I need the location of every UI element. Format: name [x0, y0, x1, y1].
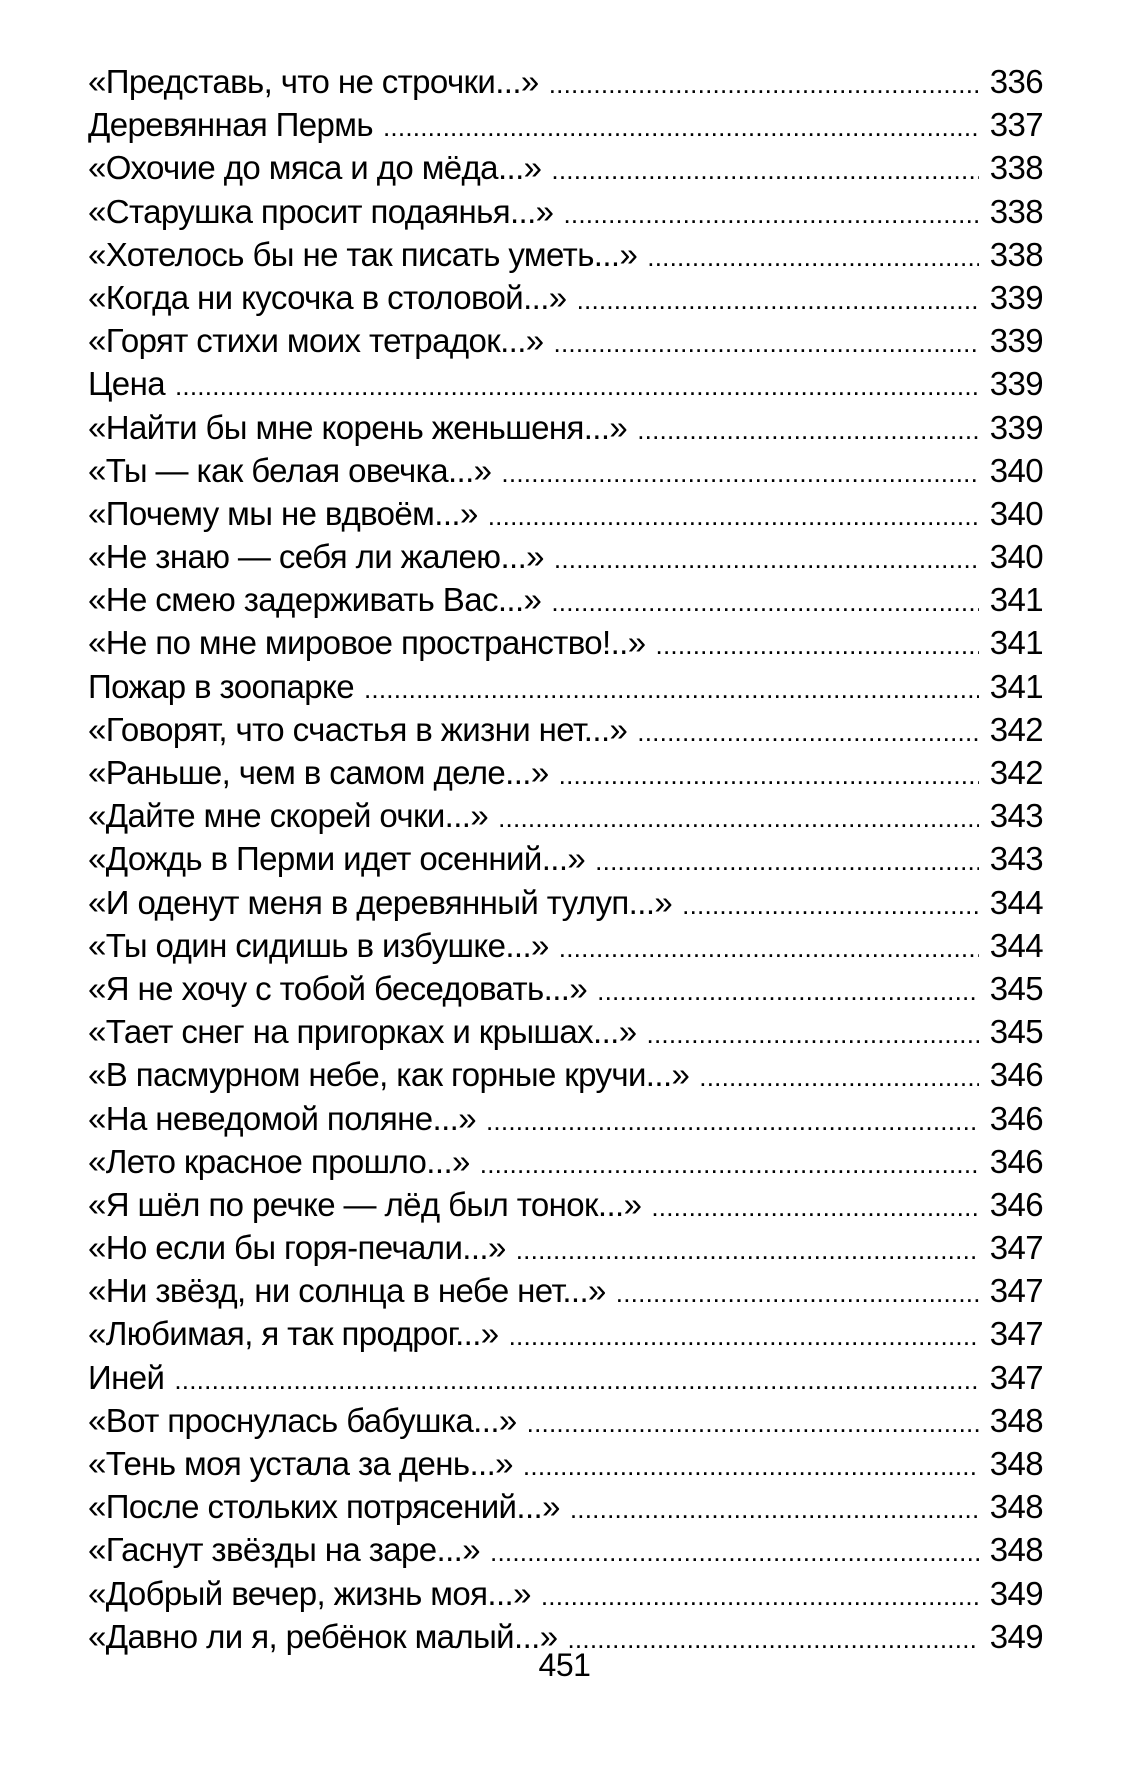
- toc-entry: [88, 319, 1043, 362]
- dot-leader: [637, 409, 979, 453]
- toc-entry-title: Деревянная Пермь: [88, 106, 373, 144]
- toc-entry: [88, 578, 1043, 621]
- toc-entry: [88, 1140, 1043, 1183]
- toc-entry-title: «Старушка просит подаянья...»: [88, 192, 554, 230]
- toc-entry-page: 338: [989, 149, 1043, 187]
- toc-entry-page: 344: [989, 883, 1043, 921]
- toc-entry-title: «Любимая, я так продрог...»: [88, 1315, 499, 1353]
- toc-entry-page: 347: [989, 1358, 1043, 1396]
- toc-entry-title: «Когда ни кусочка в столовой...»: [88, 278, 567, 316]
- toc-entry-title: «Я шёл по речке — лёд был тонок...»: [88, 1185, 642, 1223]
- toc-entry-title: Цена: [88, 365, 165, 403]
- toc-entry-title: «В пасмурном небе, как горные кручи...»: [88, 1056, 690, 1094]
- toc-entry-title: Пожар в зоопарке: [88, 667, 354, 705]
- dot-leader: [486, 1100, 979, 1144]
- dot-leader: [647, 236, 979, 280]
- toc-entry-title: «Почему мы не вдвоём...»: [88, 494, 478, 532]
- toc-entry-page: 347: [989, 1229, 1043, 1267]
- toc-entry: [88, 1572, 1043, 1615]
- toc-entry-page: 342: [989, 710, 1043, 748]
- dot-leader: [559, 754, 979, 798]
- toc-entry-title: «Не знаю — себя ли жалею...»: [88, 538, 544, 576]
- toc-entry-page: 341: [989, 667, 1043, 705]
- toc-entry: [88, 406, 1043, 449]
- toc-entry-title: «Дайте мне скорей очки...»: [88, 797, 489, 835]
- toc-entry-page: 342: [989, 754, 1043, 791]
- toc-entry: [88, 190, 1043, 233]
- toc-entry-title: «Охочие до мяса и до мёда...»: [88, 149, 542, 187]
- dot-leader: [559, 927, 979, 971]
- toc-entry-page: 340: [989, 538, 1043, 576]
- toc-entry-page: 347: [989, 1272, 1043, 1310]
- dot-leader: [595, 840, 979, 884]
- toc-entry-page: 339: [989, 408, 1043, 446]
- toc-entry: [88, 1183, 1043, 1226]
- dot-leader: [551, 581, 979, 625]
- dot-leader: [647, 1013, 979, 1057]
- toc-entry-title: «Раньше, чем в самом деле...»: [88, 754, 549, 791]
- toc-entry-page: 348: [989, 1488, 1043, 1526]
- dot-leader: [175, 365, 979, 409]
- toc-entry-title: Иней: [88, 1358, 165, 1396]
- toc-entry: [88, 1399, 1043, 1442]
- page-number: 451: [538, 1647, 591, 1683]
- toc-entry-title: «Гаснут звёзды на заре...»: [88, 1531, 480, 1569]
- toc-entry-title: «Говорят, что счастья в жизни нет...»: [88, 710, 628, 748]
- toc-entry-title: «Дождь в Перми идет осенний...»: [88, 840, 586, 878]
- toc-entry: [88, 1053, 1043, 1096]
- toc-entry-page: 347: [989, 1315, 1043, 1353]
- toc-entry: [88, 621, 1043, 664]
- toc-entry-title: «Горят стихи моих тетрадок...»: [88, 322, 544, 360]
- toc-entry-title: «Найти бы мне корень женьшеня...»: [88, 408, 628, 446]
- toc-entry-title: «Лето красное прошло...»: [88, 1142, 470, 1180]
- toc-entry: [88, 146, 1043, 189]
- dot-leader: [551, 149, 979, 193]
- dot-leader: [651, 1186, 979, 1230]
- toc-entry: [88, 751, 1043, 794]
- toc-entry-page: 340: [989, 451, 1043, 489]
- toc-entry: [88, 1226, 1043, 1269]
- toc-entry-page: 346: [989, 1185, 1043, 1223]
- toc-entry: [88, 1097, 1043, 1140]
- toc-entry-title: «Добрый вечер, жизнь моя...»: [88, 1574, 531, 1612]
- toc-entry-page: 348: [989, 1445, 1043, 1482]
- toc-entry-title: «Ты один сидишь в избушке...»: [88, 926, 549, 964]
- toc-entry: [88, 233, 1043, 276]
- toc-entry-title: «Я не хочу с тобой беседовать...»: [88, 969, 588, 1007]
- toc-entry-title: «Ни звёзд, ни солнца в небе нет...»: [88, 1272, 606, 1310]
- dot-leader: [509, 1315, 979, 1359]
- table-of-contents: [88, 60, 1043, 1658]
- toc-entry-page: 339: [989, 365, 1043, 403]
- dot-leader: [501, 452, 979, 496]
- toc-entry-title: «Представь, что не строчки...»: [88, 63, 539, 100]
- toc-entry-page: 349: [989, 1617, 1043, 1655]
- toc-entry-page: 341: [989, 624, 1043, 662]
- toc-entry-page: 339: [989, 322, 1043, 360]
- toc-entry-title: «На неведомой поляне...»: [88, 1099, 476, 1137]
- toc-entry: [88, 362, 1043, 405]
- toc-entry-page: 341: [989, 581, 1043, 619]
- toc-entry-page: 349: [989, 1574, 1043, 1612]
- dot-leader: [577, 279, 979, 323]
- toc-entry-page: 345: [989, 1013, 1043, 1051]
- toc-entry: [88, 708, 1043, 751]
- toc-entry: [88, 1442, 1043, 1485]
- toc-entry: [88, 794, 1043, 837]
- toc-entry: [88, 1528, 1043, 1571]
- toc-entry: [88, 60, 1043, 103]
- toc-entry-page: 346: [989, 1099, 1043, 1137]
- toc-entry-page: 344: [989, 926, 1043, 964]
- toc-entry-title: «Но если бы горя-печали...»: [88, 1229, 506, 1267]
- dot-leader: [490, 1531, 979, 1575]
- dot-leader: [682, 884, 979, 928]
- toc-entry: [88, 492, 1043, 535]
- toc-entry: [88, 924, 1043, 967]
- toc-entry: [88, 103, 1043, 146]
- dot-leader: [656, 624, 980, 668]
- toc-entry: [88, 449, 1043, 492]
- dot-leader: [364, 668, 979, 712]
- dot-leader: [563, 193, 979, 237]
- toc-entry-title: «Тает снег на пригорках и крышах...»: [88, 1013, 637, 1051]
- toc-entry: [88, 276, 1043, 319]
- toc-entry-page: 343: [989, 840, 1043, 878]
- toc-entry-page: 346: [989, 1056, 1043, 1094]
- toc-entry-page: 337: [989, 106, 1043, 144]
- toc-entry: [88, 1010, 1043, 1053]
- dot-leader: [597, 970, 979, 1014]
- dot-leader: [570, 1488, 979, 1532]
- toc-entry: [88, 1485, 1043, 1528]
- toc-entry: [88, 535, 1043, 578]
- dot-leader: [480, 1143, 979, 1187]
- toc-entry: [88, 837, 1043, 880]
- toc-entry: [88, 1269, 1043, 1312]
- toc-entry-page: 340: [989, 494, 1043, 532]
- dot-leader: [527, 1402, 979, 1446]
- toc-entry-page: 339: [989, 278, 1043, 316]
- toc-entry-page: 348: [989, 1401, 1043, 1439]
- toc-entry-page: 345: [989, 969, 1043, 1007]
- toc-entry-page: 338: [989, 192, 1043, 230]
- toc-entry: [88, 1312, 1043, 1355]
- dot-leader: [637, 711, 979, 755]
- dot-leader: [488, 495, 979, 539]
- toc-entry-title: «Давно ли я, ребёнок малый...»: [88, 1617, 558, 1655]
- dot-leader: [174, 1359, 979, 1403]
- toc-entry-page: 348: [989, 1531, 1043, 1569]
- toc-entry-title: «Не смею задерживать Вас...»: [88, 581, 542, 619]
- toc-entry-title: «После стольких потрясений...»: [88, 1488, 560, 1526]
- toc-entry: [88, 665, 1043, 708]
- toc-entry-title: «Не по мне мировое пространство!..»: [88, 624, 646, 662]
- dot-leader: [616, 1272, 979, 1316]
- dot-leader: [554, 538, 979, 582]
- toc-entry-page: 338: [989, 235, 1043, 273]
- dot-leader: [699, 1056, 979, 1100]
- toc-entry-title: «Хотелось бы не так писать уметь...»: [88, 235, 638, 273]
- toc-entry: [88, 1356, 1043, 1399]
- toc-entry: [88, 881, 1043, 924]
- toc-entry-page: 336: [989, 63, 1043, 100]
- toc-entry: [88, 967, 1043, 1010]
- toc-entry-page: 343: [989, 797, 1043, 835]
- toc-entry-title: «Тень моя устала за день...»: [88, 1445, 513, 1482]
- dot-leader: [549, 63, 979, 107]
- dot-leader: [554, 322, 979, 366]
- dot-leader: [516, 1229, 979, 1273]
- toc-entry-title: «Ты — как белая овечка...»: [88, 451, 492, 489]
- toc-entry-title: «И оденут меня в деревянный тулуп...»: [88, 883, 673, 921]
- dot-leader: [541, 1575, 979, 1619]
- dot-leader: [498, 797, 979, 841]
- toc-entry-page: 346: [989, 1142, 1043, 1180]
- dot-leader: [383, 106, 979, 150]
- dot-leader: [523, 1445, 979, 1489]
- toc-entry-title: «Вот проснулась бабушка...»: [88, 1401, 517, 1439]
